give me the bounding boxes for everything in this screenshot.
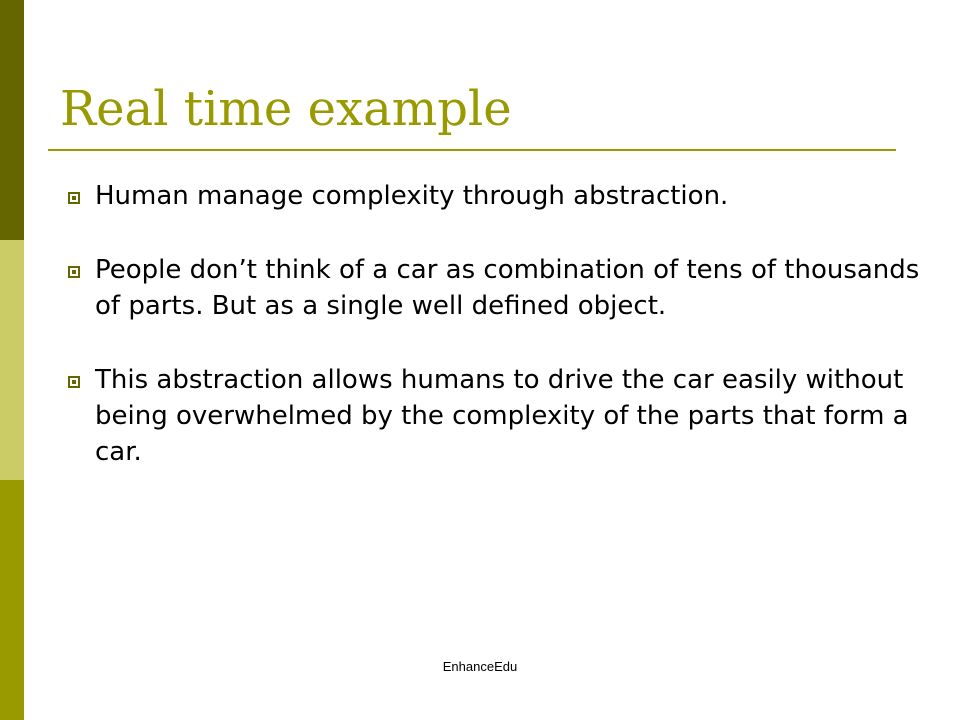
bullet-item [64, 362, 924, 470]
square-bullet-icon [68, 192, 80, 204]
bullet-text: This abstraction allows humans to drive the car easily without being overwhelmed by the complexity of the parts that form a car. [95, 365, 909, 467]
title-underline [48, 149, 896, 151]
slide-footer: EnhanceEdu [442, 659, 518, 674]
bullet-text: Human manage complexity through abstraction. [95, 181, 729, 211]
square-bullet-icon [68, 376, 80, 388]
bullet-item [64, 252, 924, 324]
slide-title: Real time example [60, 81, 512, 137]
side-band-top [0, 0, 24, 240]
bullet-list [64, 178, 924, 508]
square-bullet-icon [68, 266, 80, 278]
side-band-bottom [0, 480, 24, 720]
bullet-text: People don’t think of a car as combination of tens of thousands of parts. But as a single well defined object. [95, 255, 920, 321]
side-band-middle [0, 240, 24, 480]
bullet-item [64, 178, 924, 214]
